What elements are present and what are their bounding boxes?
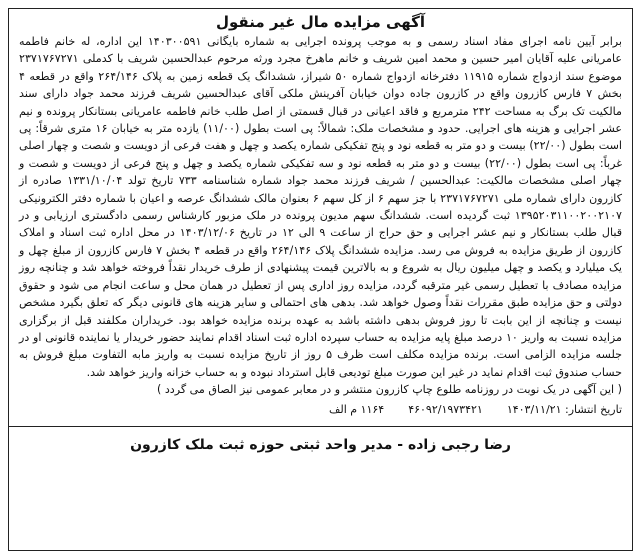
divider <box>9 426 632 427</box>
signature: رضا رجبی زاده - مدیر واحد ثبتی حوزه ثبت ملک کازرون <box>130 436 511 453</box>
tracking-code: ۴۶۰۹۲/۱۹۷۳۴۲۱ <box>408 402 483 416</box>
auction-notice <box>8 8 633 551</box>
notice-title: آگهی مزایده مال غیر منقول <box>215 13 425 31</box>
publish-date: تاریخ انتشار: ۱۴۰۳/۱۱/۲۱ <box>506 402 622 416</box>
notice-body: برابر آیین نامه اجرای مفاد اسناد رسمی و به موجب پرونده اجرایی به شماره بایگانی ۱۴۰۳۰۰۵۹۱ این اداره، له خانم فاطمه عامریانی علیه آقایان امیر حسین و محمد امین شریف و خانم ماهرخ مجرد ورثه مرحوم عبدالحسین شریف با کدملی ۲۳۷۱۷۶۷۲۷۱ موضوع سند ازدواج شماره ۱۱۹۱۵ دفترخانه ازدواج شماره ۵۰ شیراز، ششدانگ یک قطعه زمین به پلاک ۲۶۴/۱۴۶ واقع در قطعه ۴ بخش ۷ فارس کازرون واقع در کازرون جاده دوان خیابان آفرینش ملکی آقای عبدالحسین شریف فرزند محمد جواد دارای سند مالکیت تک برگ به مساحت ۲۴۲ مترمربع و فاقد اعیانی در قبال قسمتی از اصل طلب خانم فاطمه عامریانی بستانکار پرونده و نیم عشر اجرایی و هزینه های اجرایی. حدود و مشخصات ملک: شمالاً: پی است بطول (۱۱/۰۰) یازده متر به خیابان ۱۶ متری شرقاً: پی است بطول (۲۲/۰۰) بیست و دو متر به قطعه نود و پنج تفکیکی شماره یکصد و چهل و هفت فرعی از دویست و شصت و چهار اصلی غرباً: پی است بطول (۲۲/۰۰) بیست و دو متر به قطعه نود و سه تفکیکی شماره یکصد و چهل و پنج فرعی از دویست و شصت و چهار اصلی مشخصات مالکیت: عبدالحسین / شریف فرزند محمد جواد شماره شناسنامه ۷۳۳ تاریخ تولد ۱۳۳۱/۱۰/۰۴ صادره از کازرون دارای شماره ملی ۲۳۷۱۷۶۷۲۷۱ با جز سهم ۶ از کل سهم ۶ بعنوان مالک ششدانگ عرصه و اعیان با شماره دفتر الکترونیکی ۱۳۹۵۲۰۳۱۱۰۰۲۰۰۲۱۰۷ ثبت گردیده است. ششدانگ سهم مدیون پرونده در ملک مزبور کارشناس رسمی دادگستری ارزیابی و در قبال طلب بستانکار و نیم عشر اجرایی و حق حراج از ساعت ۹ الی ۱۲ در تاریخ ۱۴۰۳/۱۲/۰۶ در محل اداره ثبت اسناد و املاک کازرون از طریق مزایده به فروش می رسد. مزایده ششدانگ پلاک ۲۶۴/۱۴۶ واقع در قطعه ۴ بخش ۷ فارس کازرون از مبلغ چهل و یک میلیارد و یکصد و چهل میلیون ریال به شروع و به بالاترین قیمت پیشنهادی از طرف خریدار نقداً فروخته خواهد شد و چنانچه روز مزایده مصادف با تعطیل رسمی غیر مترقبه گردد، مزایده روز اداری پس از تعطیل در همان محل و ساعت انجام می شود و حقوق دولتی و حق مزایده طبق مقررات نقداً وصول خواهد شد. بدهی های احتمالی و سایر هزینه های قانونی دیگر که تعلق بگیرد مشخص نیست و چنانچه از این بابت تا روز فروش بدهی داشته باشد به عهده برنده مزایده خواهد بود. خریداران مکلفند قبل از برگزاری مزایده نسبت به واریز ۱۰ درصد مبلغ پایه مزایده به حساب سپرده اداره ثبت اسناد اقدام نمایند حضور خریدار یا نماینده قانونی او در جلسه مزایده الزامی است. برنده مزایده مکلف است ظرف ۵ روز از تاریخ مزایده نسبت به واریز مابه التفاوت مبلغ فروش به حساب صندوق ثبت اقدام نماید در غیر این صورت مبلغ تودیعی قابل استرداد نبوده و به حساب خزانه واریز خواهد شد. <box>19 35 623 379</box>
notice-meta <box>19 401 622 418</box>
reference-number: ۱۱۶۴ م الف <box>328 402 385 416</box>
notice-publication-note: ( این آگهی در یک نوبت در روزنامه طلوع چاپ کازرون منتشر و در معابر عمومی نیز الصاق می گردد ) <box>156 383 622 397</box>
